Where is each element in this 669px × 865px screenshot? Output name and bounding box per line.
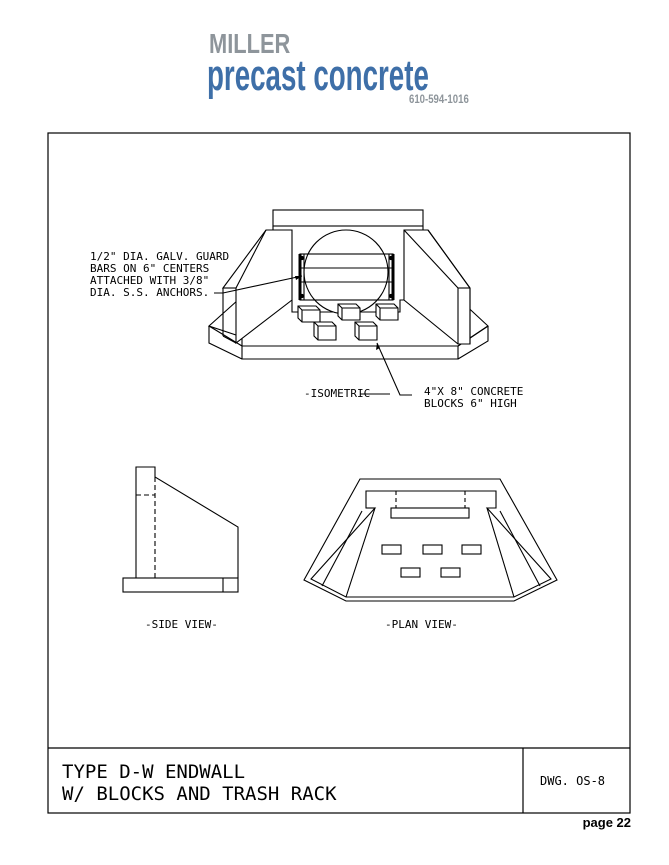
plan-view-label: -PLAN VIEW- — [385, 618, 458, 631]
guard-note-line-2: BARS ON 6" CENTERS — [90, 262, 210, 275]
logo-phone-number: 610-594-1016 — [409, 92, 469, 106]
guard-note-line-3: ATTACHED WITH 3/8" — [90, 274, 210, 287]
side-view — [123, 467, 238, 592]
drawing-number: DWG. OS-8 — [540, 774, 606, 788]
title-line-2: W/ BLOCKS AND TRASH RACK — [62, 783, 337, 805]
guard-note-line-4: DIA. S.S. ANCHORS. — [90, 286, 210, 299]
page-number: page 22 — [582, 815, 631, 830]
logo-precast-concrete-text: precast concrete — [207, 51, 429, 100]
isometric-view — [209, 210, 488, 395]
side-view-label: -SIDE VIEW- — [145, 618, 218, 631]
blocks-note-line-2: BLOCKS 6" HIGH — [424, 397, 517, 410]
isometric-label: -ISOMETRIC- — [304, 387, 377, 400]
blocks-note-line-1: 4"X 8" CONCRETE — [424, 385, 524, 398]
guard-note-line-1: 1/2" DIA. GALV. GUARD — [90, 250, 230, 263]
title-line-1: TYPE D-W ENDWALL — [62, 761, 246, 783]
plan-view — [304, 479, 557, 601]
logo-miller-text: MILLER — [209, 28, 291, 59]
